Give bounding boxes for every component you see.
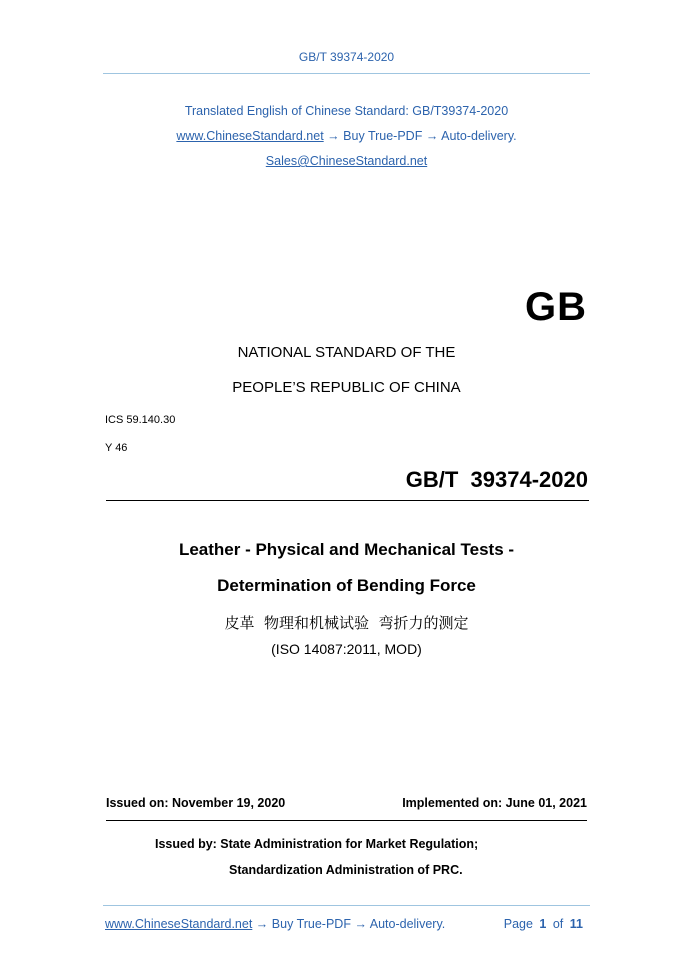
issued-by-line-2: Standardization Administration of PRC. (229, 863, 463, 877)
page-total: 11 (569, 917, 583, 931)
national-line-2: PEOPLE’S REPUBLIC OF CHINA (232, 379, 461, 396)
page-current: 1 (539, 917, 547, 931)
translated-line: Translated English of Chinese Standard: GB/T39374-2020 (184, 104, 509, 118)
implemented-on: Implemented on: June 01, 2021 (402, 796, 587, 810)
footer-rule (103, 905, 590, 906)
title-line-2: Determination of Bending Force (217, 576, 476, 595)
gb-mark: GB (525, 285, 587, 329)
footer-delivery-text: Auto-delivery. (369, 917, 446, 931)
page-of: of (552, 917, 564, 931)
running-header: GB/T 39374-2020 (298, 50, 395, 64)
arrow-right-icon: → (255, 917, 269, 931)
page-label: Page (503, 917, 533, 931)
title-line-1: Leather - Physical and Mechanical Tests - (178, 540, 515, 559)
issued-on: Issued on: November 19, 2020 (106, 796, 286, 810)
ics-code: ICS 59.140.30 (105, 414, 176, 426)
footer-site-link[interactable]: www.ChineseStandard.net (105, 917, 253, 931)
arrow-right-icon: → (425, 129, 439, 143)
site-link[interactable]: www.ChineseStandard.net (176, 129, 324, 143)
footer-promo (105, 917, 445, 931)
arrow-right-icon: → (327, 129, 340, 143)
dates-rule (106, 820, 587, 821)
header-rule (103, 73, 590, 74)
arrow-right-icon: → (354, 917, 367, 931)
title-chinese: 皮革 物理和机械试验 弯折力的测定 (224, 614, 469, 632)
page-number (504, 917, 583, 931)
iso-reference: (ISO 14087:2011, MOD) (271, 641, 422, 657)
auto-delivery-text: Auto-delivery. (441, 129, 517, 143)
title-rule (106, 500, 589, 501)
email-link[interactable]: Sales@ChineseStandard.net (265, 154, 428, 168)
email-line (0, 154, 693, 168)
promo-line (0, 129, 693, 143)
standard-number: GB/T 39374-2020 (405, 467, 588, 492)
national-line-1: NATIONAL STANDARD OF THE (237, 344, 456, 361)
ccs-code: Y 46 (105, 442, 128, 454)
buy-true-pdf-text: Buy True-PDF (343, 129, 423, 143)
issued-by-line-1: Issued by: State Administration for Market Regulation; (155, 837, 479, 851)
footer-buy-text: Buy True-PDF (271, 917, 351, 931)
